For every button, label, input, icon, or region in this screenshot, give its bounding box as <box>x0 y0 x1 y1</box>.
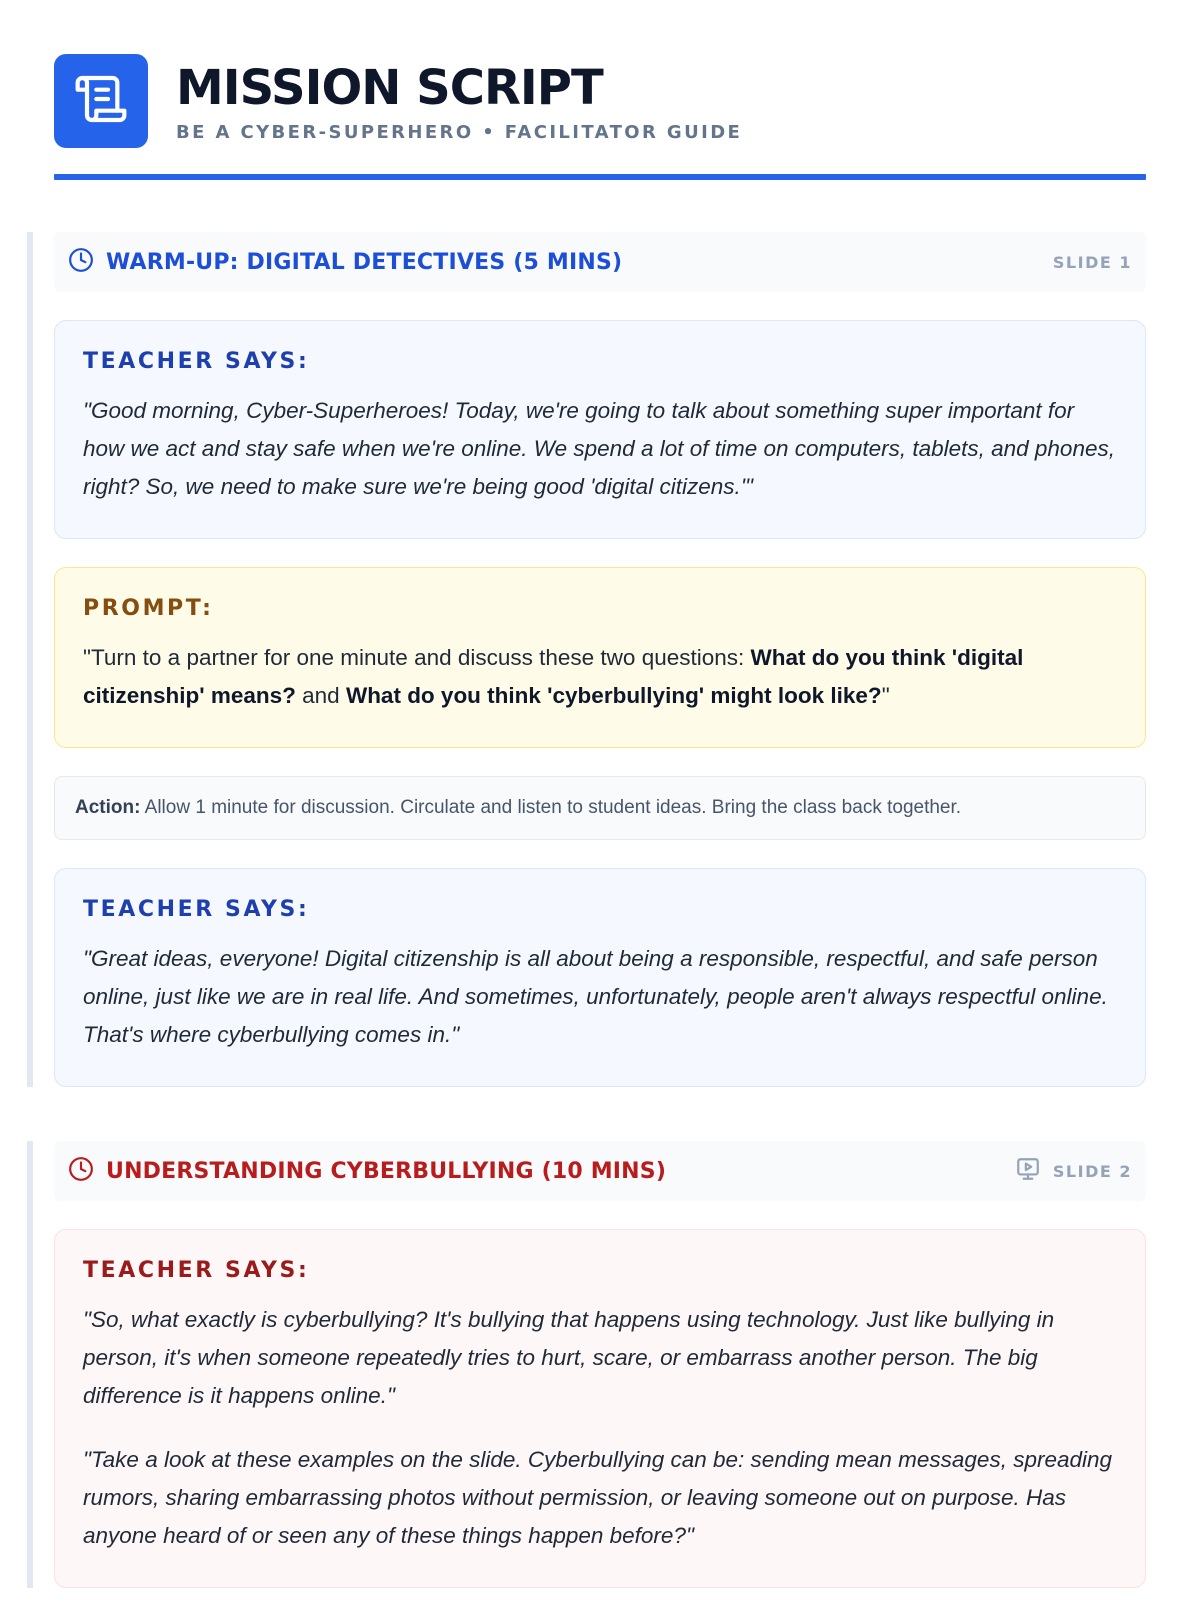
page-header <box>54 54 1146 148</box>
section-header <box>54 1141 1146 1201</box>
section-warm-up <box>54 232 1146 1087</box>
teacher-says-box <box>54 1229 1146 1588</box>
section-side-bar <box>27 232 33 1087</box>
section-understanding-cyberbullying <box>54 1141 1146 1588</box>
logo-badge <box>54 54 148 148</box>
teacher-says-box <box>54 320 1146 539</box>
teacher-says-label: TEACHER SAYS: <box>83 1258 310 1283</box>
clock-icon <box>68 247 94 278</box>
teacher-says-label: TEACHER SAYS: <box>83 349 310 374</box>
action-text: Allow 1 minute for discussion. Circulate and listen to student ideas. Bring the class back together. <box>140 797 962 818</box>
teacher-says-box <box>54 868 1146 1087</box>
teacher-quote: "So, what exactly is cyberbullying? It's bullying that happens using technology. Just like bullying in person, it's when someone repeatedly tries to hurt, scare, or embarrass another person. The big difference is it happens online." <box>83 1307 1055 1408</box>
prompt-text: "Turn to a partner for one minute and discuss these two questions: What do you think 'digital citizenship' means? and What do you think 'cyberbullying' might look like?" <box>83 645 1024 708</box>
slide-number: SLIDE 1 <box>1052 252 1132 272</box>
section-title: UNDERSTANDING CYBERBULLYING (10 MINS) <box>106 1158 667 1184</box>
slide-number: SLIDE 2 <box>1052 1161 1132 1181</box>
header-divider <box>54 174 1146 180</box>
section-header <box>54 232 1146 292</box>
teacher-quote: "Good morning, Cyber-Superheroes! Today, we're going to talk about something super important for how we act and stay safe when we're online. We spend a lot of time on computers, tablets, and phones, right? So, we need to make sure we're being good 'digital citizens.'" <box>83 398 1115 499</box>
scroll-icon <box>73 71 129 132</box>
section-side-bar <box>27 1141 33 1588</box>
page-subtitle: BE A CYBER-SUPERHERO • FACILITATOR GUIDE <box>176 121 743 143</box>
section-title: WARM-UP: DIGITAL DETECTIVES (5 MINS) <box>106 249 623 275</box>
clock-icon <box>68 1156 94 1187</box>
prompt-question-2: What do you think 'cyberbullying' might look like? <box>345 683 882 708</box>
prompt-box <box>54 567 1146 748</box>
page-title: MISSION SCRIPT <box>176 59 603 116</box>
presentation-icon <box>1015 1156 1053 1186</box>
action-label: Action: <box>75 797 141 818</box>
prompt-label: PROMPT: <box>83 596 214 621</box>
teacher-quote: "Take a look at these examples on the slide. Cyberbullying can be: sending mean messages, spreading rumors, sharing embarrassing photos without permission, or leaving someone out on purpose. Has anyone heard of or seen any of these things happen before?" <box>83 1447 1113 1548</box>
teacher-quote: "Great ideas, everyone! Digital citizenship is all about being a responsible, respectful, and safe person online, just like we are in real life. And sometimes, unfortunately, people aren't always respectful online. That's where cyberbullying comes in." <box>83 946 1108 1047</box>
teacher-says-label: TEACHER SAYS: <box>83 897 310 922</box>
action-note <box>54 776 1146 840</box>
prompt-question-1: What do you think 'digital citizenship' means? <box>83 645 1024 708</box>
